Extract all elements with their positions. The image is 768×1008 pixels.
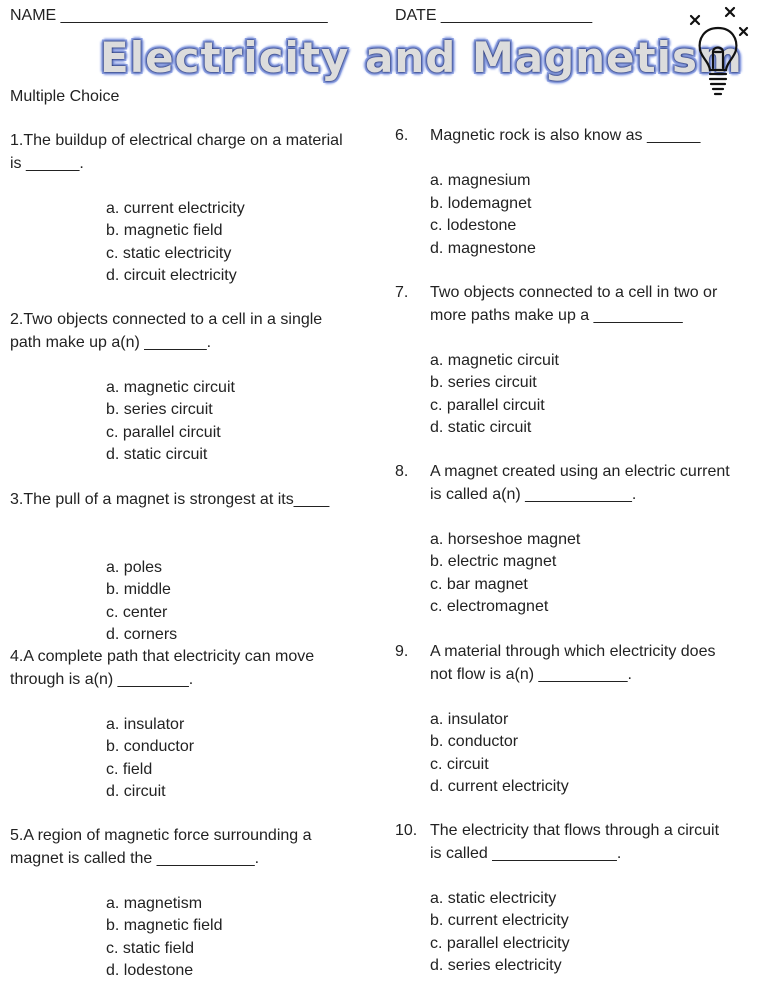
date-field-label: DATE _________________: [395, 7, 593, 24]
answer-option: d. lodestone: [106, 962, 194, 979]
answer-option: a. magnetic circuit: [430, 351, 559, 369]
answer-option: c. parallel circuit: [106, 423, 221, 441]
question-number: 9.: [395, 643, 409, 660]
question-text: The electricity that flows through a circuit: [430, 822, 720, 839]
question-text: is called a(n) ____________.: [430, 485, 637, 503]
answer-option: a. insulator: [430, 710, 509, 728]
question-text: is called ______________.: [430, 844, 622, 862]
answer-option: b. series circuit: [106, 401, 213, 418]
answer-option: c. parallel circuit: [430, 396, 545, 414]
question-number: 6.: [395, 127, 409, 144]
question-text: 3.The pull of a magnet is strongest at its____: [10, 491, 330, 508]
question-number: 8.: [395, 463, 409, 480]
question-text: path make up a(n) _______.: [10, 333, 212, 351]
answer-option: a. static electricity: [430, 889, 557, 907]
answer-option: a. current electricity: [106, 199, 245, 217]
question-text: magnet is called the ___________.: [10, 849, 260, 867]
question-text: is ______.: [10, 154, 84, 172]
answer-option: c. center: [106, 603, 168, 621]
answer-option: b. series circuit: [430, 374, 537, 391]
answer-option: b. lodemagnet: [430, 194, 532, 212]
question-number: 10.: [395, 822, 418, 839]
question-text: through is a(n) ________.: [10, 670, 194, 688]
section-label: Multiple Choice: [10, 88, 120, 105]
lightbulb-icon: [688, 6, 750, 106]
question-text: 2.Two objects connected to a cell in a single: [10, 311, 323, 328]
answer-option: b. conductor: [106, 738, 195, 755]
worksheet-title: Electricity and Magnetism: [100, 33, 743, 82]
answer-option: b. middle: [106, 581, 171, 598]
answer-option: b. electric magnet: [430, 553, 557, 570]
answer-option: c. circuit: [430, 755, 489, 773]
question-text: Magnetic rock is also know as ______: [430, 127, 701, 144]
answer-option: a. poles: [106, 558, 163, 576]
question-text: not flow is a(n) __________.: [430, 665, 632, 683]
name-field-label: NAME ______________________________: [10, 7, 328, 24]
answer-option: d. series electricity: [430, 957, 562, 974]
answer-option: c. static electricity: [106, 244, 232, 262]
answer-option: c. parallel electricity: [430, 934, 570, 952]
answer-option: c. static field: [106, 939, 195, 957]
answer-option: d. circuit: [106, 783, 166, 800]
answer-option: b. magnetic field: [106, 917, 223, 934]
question-text: Two objects connected to a cell in two or: [430, 284, 718, 301]
question-text: more paths make up a __________: [430, 306, 683, 324]
answer-option: a. magnetism: [106, 894, 203, 912]
answer-option: d. static circuit: [430, 419, 532, 436]
answer-option: d. current electricity: [430, 778, 569, 795]
answer-option: a. magnesium: [430, 172, 531, 189]
answer-option: b. conductor: [430, 733, 519, 750]
answer-option: c. lodestone: [430, 217, 517, 234]
question-text: 5.A region of magnetic force surrounding a: [10, 827, 312, 844]
question-text: A magnet created using an electric current: [430, 463, 730, 480]
answer-option: c. electromagnet: [430, 598, 549, 615]
question-text: 1.The buildup of electrical charge on a material: [10, 132, 343, 149]
answer-option: d. corners: [106, 626, 178, 643]
answer-option: b. magnetic field: [106, 222, 223, 239]
answer-option: d. circuit electricity: [106, 267, 237, 284]
answer-option: c. bar magnet: [430, 575, 528, 593]
answer-option: d. static circuit: [106, 446, 208, 463]
question-number: 7.: [395, 284, 409, 301]
answer-option: c. field: [106, 760, 153, 778]
answer-option: a. insulator: [106, 715, 185, 733]
question-text: 4.A complete path that electricity can move: [10, 648, 315, 665]
answer-option: a. horseshoe magnet: [430, 530, 581, 548]
answer-option: d. magnestone: [430, 239, 536, 257]
answer-option: a. magnetic circuit: [106, 378, 235, 396]
question-text: A material through which electricity does: [430, 643, 716, 660]
answer-option: b. current electricity: [430, 912, 569, 929]
